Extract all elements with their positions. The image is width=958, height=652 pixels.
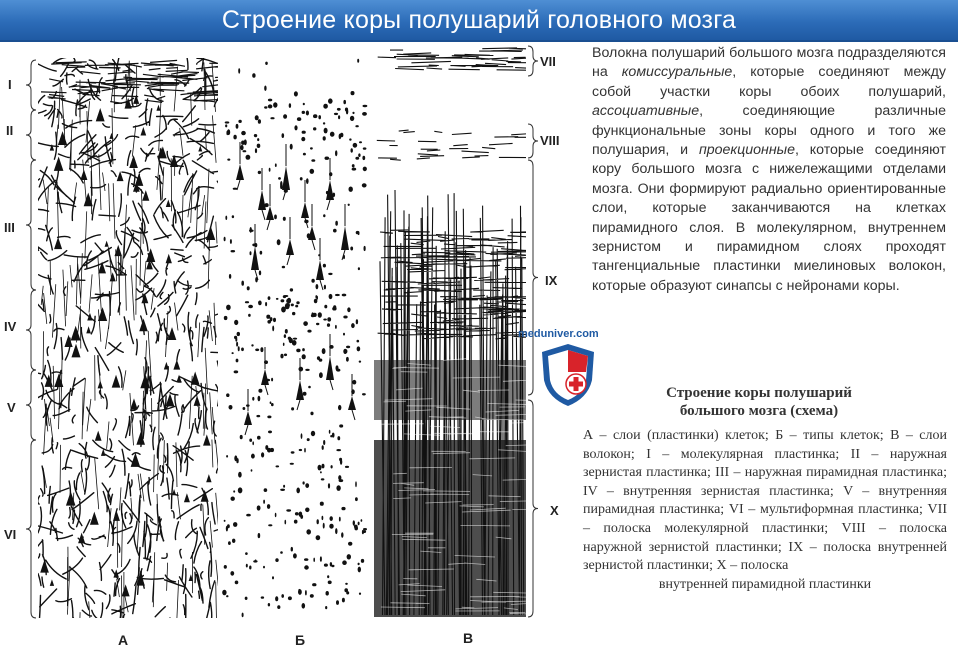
layer-label-x: X	[550, 503, 559, 518]
caption-legend-text: А – слои (пластинки) клеток; Б – типы клеток; В – слои волокон; I – молекулярная пластинка; II – наружная зернистая пластинка; III – наружная пирамидная пластинка; IV – внутренняя зернистая пластинка; V – внутренняя пирамидная пластинка; VI – мультиформная пластинка; VII – полоска молекулярной пластинки; VIII – полоска наружной зернистой пластинки; IX – полоска внутренней зернистой пластинки; X – полоска	[583, 428, 947, 574]
panel-label-b: Б	[295, 632, 306, 648]
layer-label-iv: IV	[4, 319, 17, 334]
caption-title	[600, 384, 918, 420]
panel-a-cell-layers	[16, 44, 247, 647]
layer-label-vii: VII	[540, 54, 556, 69]
layer-label-ix: IX	[545, 273, 558, 288]
cortex-illustration	[0, 40, 600, 647]
desc-text-2: , которые соединяют между собой участки коры обоих полушарий,	[592, 64, 946, 100]
caption-legend-last-line: внутренней пирамидной пластинки	[658, 576, 872, 592]
panel-label-a: А	[118, 632, 129, 648]
title-banner	[0, 0, 958, 42]
desc-text-4: , которые соединяют кору большого мозга с нижележащими отделами мозга. Они формируют радиально ориентированные слои, которые заканчиваются на клетках пирамидного слоя. В молекулярном, внутреннем зернистом и пирамидном слоях проходят тангенциальные пластинки миелиновых волокон, которые образуют синапсы с нейронами коры.	[592, 142, 947, 294]
layer-label-vi: VI	[4, 527, 17, 542]
page-title: Строение коры полушарий головного мозга	[221, 5, 737, 34]
layer-label-i: I	[8, 77, 12, 92]
caption-title-line-1: Строение коры полушарий	[666, 385, 852, 401]
watermark-text: meduniver.com	[518, 328, 599, 340]
layer-label-iii: III	[4, 220, 15, 235]
term-commissural: комиссуральные	[621, 64, 733, 81]
panel-b-cell-types	[222, 59, 367, 618]
meduniver-shield-logo	[538, 342, 598, 408]
layer-label-ii: II	[6, 123, 14, 138]
left-layer-brackets	[26, 60, 36, 618]
panel-label-v: В	[463, 630, 474, 646]
fiber-description	[592, 44, 946, 296]
desc-text-3: , соединяющие различные функциональные зоны коры одного и того же полушария, и	[592, 103, 946, 159]
cortex-figure	[0, 40, 600, 647]
layer-label-v: V	[7, 400, 16, 415]
caption-legend	[583, 427, 947, 594]
term-projection: проекционные	[698, 142, 795, 159]
term-associative: ассоциативные	[592, 103, 700, 120]
caption-title-line-2: большого мозга (схема)	[679, 403, 839, 419]
layer-label-viii: VIII	[540, 133, 560, 148]
desc-text-1: Волокна полушарий большого мозга подразделяются на	[592, 45, 946, 81]
